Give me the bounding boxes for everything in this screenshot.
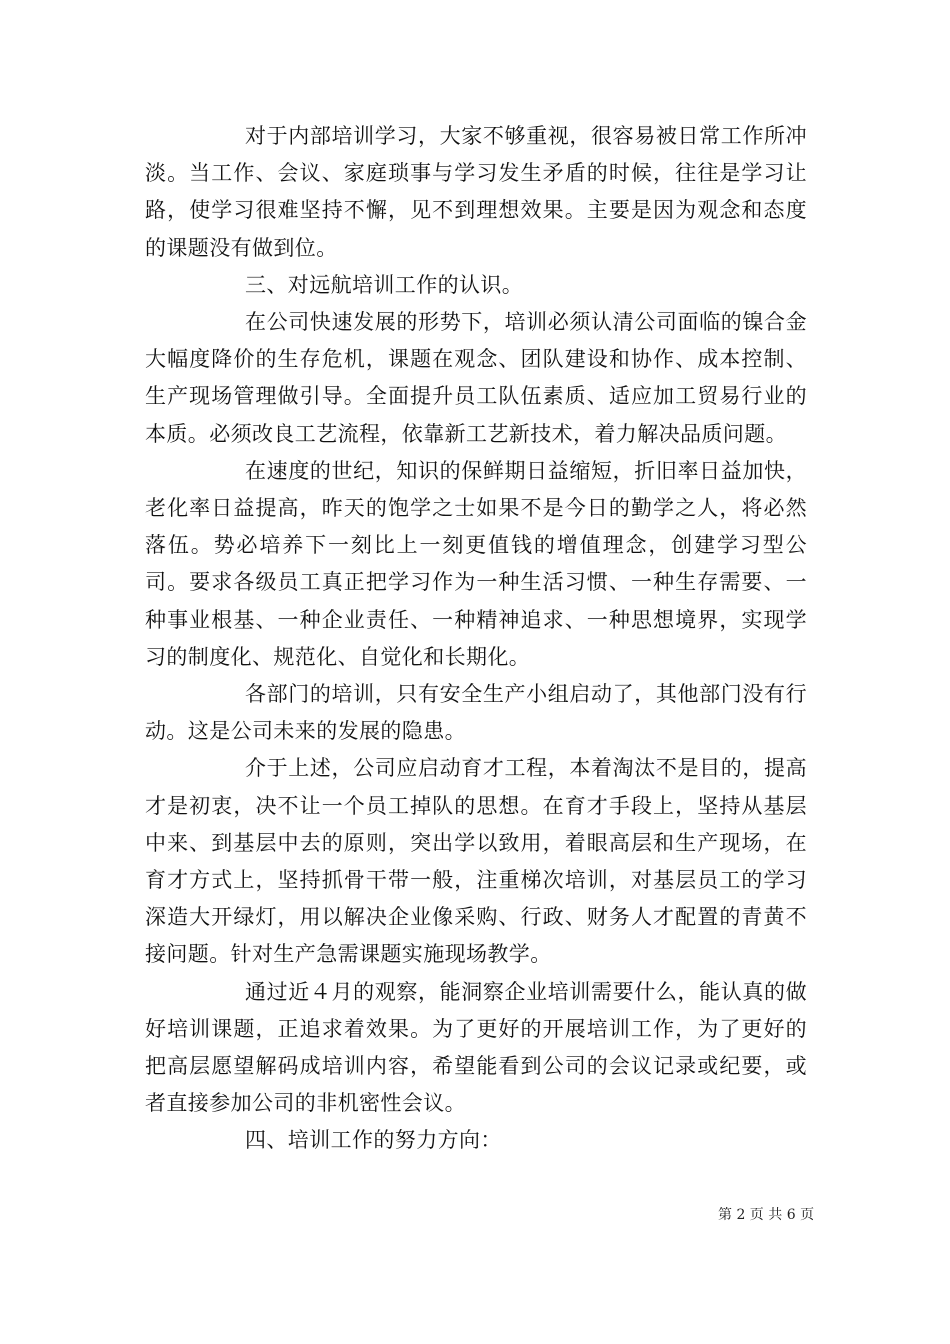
page-number-footer	[718, 1206, 814, 1224]
document-body	[145, 118, 807, 1160]
paragraph-observation: 通过近４月的观察，能洞察企业培训需要什么，能认真的做好培训课题，正追求着效果。为了更好的开展培训工作，为了更好的把高层愿望解码成培训内容，希望能看到公司的会议记录或纪要，或者直接参加公司的非机密性会议。	[145, 979, 807, 1116]
paragraph-talent-project: 介于上述，公司应启动育才工程，本着淘汰不是目的，提高才是初衷，决不让一个员工掉队的思想。在育才手段上，坚持从基层中来、到基层中去的原则，突出学以致用，着眼高层和生产现场，在育才方式上，坚持抓骨干带一般，注重梯次培训，对基层员工的学习深造大开绿灯，用以解决企业像采购、行政、财务人才配置的青黄不接问题。针对生产急需课题实施现场教学。	[145, 756, 807, 967]
section-heading-4: 四、培训工作的努力方向：	[245, 1128, 502, 1153]
paragraph-training-attitude: 对于内部培训学习，大家不够重视，很容易被日常工作所冲淡。当工作、会议、家庭琐事与学习发生矛盾的时候，往往是学习让路，使学习很难坚持不懈，见不到理想效果。主要是因为观念和态度的课题没有做到位。	[145, 124, 807, 260]
paragraph-department-training: 各部门的培训，只有安全生产小组启动了，其他部门没有行动。这是公司未来的发展的隐患。	[145, 682, 807, 744]
paragraph-learning-organization: 在速度的世纪，知识的保鲜期日益缩短，折旧率日益加快，老化率日益提高，昨天的饱学之士如果不是今日的勤学之人，将必然落伍。势必培养下一刻比上一刻更值钱的增值理念，创建学习型公司。要求各级员工真正把学习作为一种生活习惯、一种生存需要、一种事业根基、一种企业责任、一种精神追求、一种思想境界，实现学习的制度化、规范化、自觉化和长期化。	[145, 458, 807, 669]
paragraph-company-situation: 在公司快速发展的形势下，培训必须认清公司面临的镍合金大幅度降价的生存危机，课题在观念、团队建设和协作、成本控制、生产现场管理做引导。全面提升员工队伍素质、适应加工贸易行业的本质。必须改良工艺流程，依靠新工艺新技术，着力解决品质问题。	[145, 310, 807, 446]
section-heading-3: 三、对远航培训工作的认识。	[245, 272, 524, 297]
page-number-label: 第 2 页 共 6 页	[718, 1207, 815, 1223]
